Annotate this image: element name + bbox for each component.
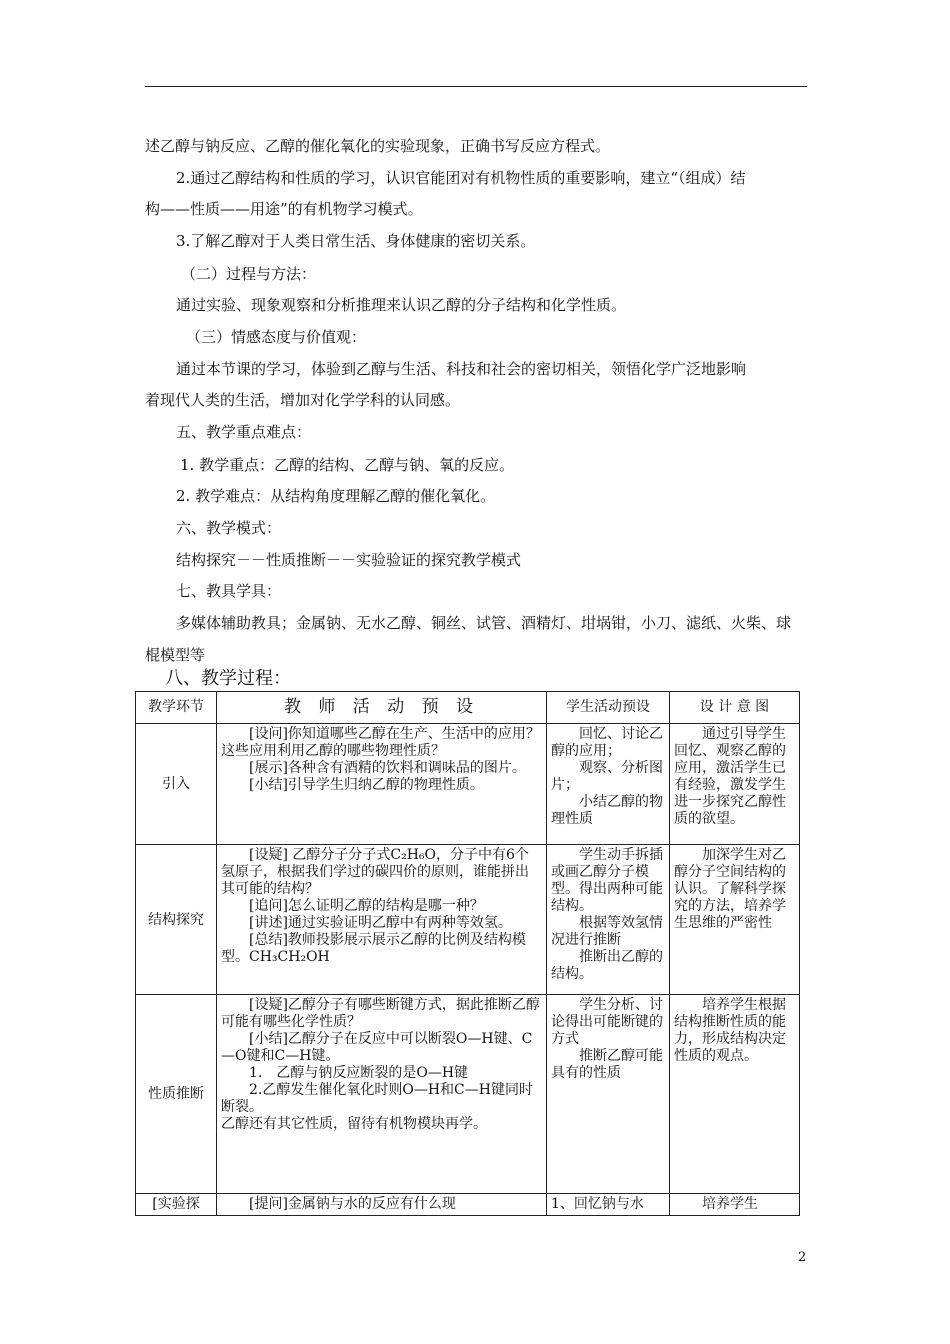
- body-line: 述乙醇与钠反应、乙醇的催化氧化的实验现象，正确书写反应方程式。: [145, 137, 611, 155]
- section-heading: 六、教学模式：: [176, 519, 282, 537]
- header-stage: 教学环节: [136, 692, 217, 724]
- body-line: 构——性质——用途”的有机物学习模式。: [145, 200, 423, 218]
- body-line: 通过本节课的学习，体验到乙醇与生活、科技和社会的密切相关，领悟化学广泛地影响: [176, 360, 747, 378]
- intent-text: 加深学生对乙醇分子空间结构的认识。了解科学探究的方法，培养学生思维的严密性: [674, 847, 786, 931]
- body-line: 棍模型等: [145, 646, 206, 664]
- teacher-text: [展示]各种含有酒精的饮料和调味品的图片。: [249, 760, 526, 776]
- teacher-text: 2.乙醇发生催化氧化时则O—H和C—H键同时断裂。: [221, 1082, 533, 1115]
- teacher-text: [设疑] 乙醇分子分子式C₂H₆O，分子中有6个氢原子，根据我们学过的碳四价的原则，谁能拼出其可能的结构？: [221, 847, 529, 897]
- student-cell: [547, 1194, 670, 1216]
- section-heading-teaching-process: 八、教学过程：: [165, 668, 291, 689]
- teacher-text: [设疑]乙醇分子有哪些断键方式，据此推断乙醇可能有哪些化学性质？: [221, 997, 540, 1030]
- body-line: 通过实验、现象观察和分析推理来认识乙醇的分子结构和化学性质。: [176, 296, 627, 314]
- intent-text: 通过引导学生回忆、观察乙醇的应用，激活学生已有经验，激发学生进一步探究乙醇性质的欲望。: [674, 726, 786, 827]
- teaching-process-table: [135, 691, 800, 1216]
- teacher-cell: [217, 724, 547, 845]
- section-heading: （三）情感态度与价值观：: [186, 328, 367, 346]
- table-row: [136, 724, 800, 845]
- body-line: 2. 教学难点：从结构角度理解乙醇的催化氧化。: [176, 487, 496, 505]
- teacher-cell: [217, 845, 547, 995]
- teacher-text: [追问]怎么证明乙醇的结构是哪一种？: [249, 898, 484, 914]
- student-text: 1、回忆钠与水: [551, 1196, 644, 1212]
- body-line: 多媒体辅助教具；金属钠、无水乙醇、铜丝、试管、酒精灯、坩埚钳，小刀、滤纸、火柴、球: [176, 614, 792, 632]
- teacher-cell: [217, 1194, 547, 1216]
- intent-cell: [670, 845, 800, 995]
- student-text: 学生动手拆插或画乙醇分子模型。得出两种可能结构。: [551, 847, 663, 914]
- body-line: 3.了解乙醇对于人类日常生活、身体健康的密切关系。: [176, 232, 536, 250]
- body-line: 2.通过乙醇结构和性质的学习，认识官能团对有机物性质的重要影响，建立“（组成）结: [176, 169, 746, 187]
- intent-text: 培养学生: [702, 1196, 758, 1212]
- intent-text: 培养学生根据结构推断性质的能力，形成结构决定性质的观点。: [674, 997, 786, 1064]
- table-row: [136, 995, 800, 1194]
- body-line: 结构探究－－性质推断－－实验验证的探究教学模式: [176, 551, 522, 569]
- student-cell: [547, 724, 670, 845]
- body-line: 1. 教学重点：乙醇的结构、乙醇与钠、氧的反应。: [180, 456, 515, 474]
- section-heading: （二）过程与方法：: [181, 265, 317, 283]
- student-text: 推断乙醇可能具有的性质: [551, 1048, 663, 1081]
- intent-cell: [670, 1194, 800, 1216]
- intent-cell: [670, 724, 800, 845]
- table-row: [136, 1194, 800, 1216]
- stage-cell: 性质推断: [136, 995, 217, 1194]
- section-heading: 五、教学重点难点：: [176, 423, 312, 441]
- teacher-text: [小结]乙醇分子在反应中可以断裂O—H键、C—O键和C—H键。: [221, 1031, 533, 1064]
- header-rule: [145, 86, 807, 87]
- student-cell: [547, 845, 670, 995]
- header-teacher: 教 师 活 动 预 设: [217, 692, 547, 724]
- teacher-text: [小结]引导学生归纳乙醇的物理性质。: [249, 777, 484, 793]
- teacher-text: [设问]你知道哪些乙醇在生产、生活中的应用？这些应用利用乙醇的哪些物理性质？: [221, 726, 540, 759]
- student-text: 回忆、讨论乙醇的应用；: [551, 726, 663, 759]
- teacher-text: [总结]教师投影展示展示乙醇的比例及结构模型。CH₃CH₂OH: [221, 932, 526, 965]
- header-student: 学生活动预设: [547, 692, 670, 724]
- student-text: 观察、分析图片；: [551, 760, 663, 793]
- page-number: 2: [798, 1250, 807, 1265]
- teacher-text: [提问]金属钠与水的反应有什么现: [249, 1196, 456, 1212]
- student-text: 根据等效氢情况进行推断: [551, 915, 663, 948]
- student-text: 小结乙醇的物理性质: [551, 794, 663, 827]
- student-text: 推断出乙醇的结构。: [551, 949, 663, 982]
- student-text: 学生分析、讨论得出可能断键的方式: [551, 997, 663, 1047]
- student-cell: [547, 995, 670, 1194]
- table-header-row: [136, 692, 800, 724]
- section-heading: 七、教具学具：: [176, 582, 282, 600]
- header-intent: 设 计 意 图: [670, 692, 800, 724]
- stage-cell: 引入: [136, 724, 217, 845]
- intent-cell: [670, 995, 800, 1194]
- stage-cell: 结构探究: [136, 845, 217, 995]
- table-row: [136, 845, 800, 995]
- teacher-text: [讲述]通过实验证明乙醇中有两种等效氢。: [249, 915, 512, 931]
- teacher-text: 1. 乙醇与钠反应断裂的是O—H键: [249, 1065, 469, 1081]
- teacher-cell: [217, 995, 547, 1194]
- stage-cell: [实验探: [136, 1194, 217, 1216]
- teacher-text: 乙醇还有其它性质，留待有机物模块再学。: [221, 1116, 487, 1132]
- body-line: 着现代人类的生活，增加对化学学科的认同感。: [145, 391, 461, 409]
